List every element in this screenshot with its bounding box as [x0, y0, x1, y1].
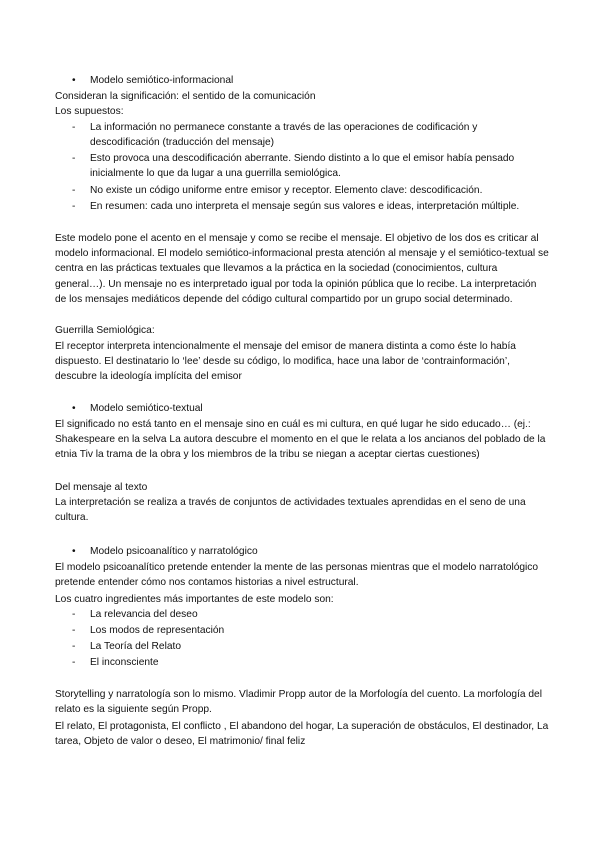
- paragraph-psicoanalitico: El modelo psicoanalítico pretende entender la mente de las personas mientras que el modelo narratológico pretende entender cómo nos contamos historias a nivel estructural.: [55, 562, 539, 589]
- paragraph-relato: El relato, El protagonista, El conflicto , El abandono del hogar, La superación de obstáculos, El destinador, La tarea, Objeto de valor o deseo, El matrimonio/ final feliz: [55, 721, 549, 748]
- list-item-text: En resumen: cada uno interpreta el mensaje según sus valores e ideas, interpretación múltiple.: [90, 201, 520, 212]
- bullet-marker: •: [72, 546, 76, 557]
- paragraph-guerrilla: El receptor interpreta intencionalmente el mensaje del emisor de manera distinta a como éste lo había dispuesto. El destinatario lo ‘lee’ desde su código, lo modifica, hace una labor de ‘contrainformación’, descubre la ideología implícita del emisor: [55, 341, 516, 383]
- dash-marker: -: [72, 641, 76, 652]
- paragraph-significacion: Consideran la significación: el sentido de la comunicación: [55, 91, 316, 102]
- list-item-text: La información no permanece constante a través de las operaciones de codificación y descodificación (traducción del mensaje): [90, 122, 478, 149]
- list-item-text: La Teoría del Relato: [90, 641, 181, 652]
- bullet-marker: •: [72, 403, 76, 414]
- paragraph-interpretacion: La interpretación se realiza a través de conjuntos de actividades textuales aprendidas en el seno de una cultura.: [55, 497, 526, 524]
- list-item-text: No existe un código uniforme entre emisor y receptor. Elemento clave: descodificación.: [90, 185, 483, 196]
- dash-marker: -: [72, 625, 76, 636]
- paragraph-modelo: Este modelo pone el acento en el mensaje y como se recibe el mensaje. El objetivo de los dos es criticar al modelo informacional. El modelo semiótico-informacional presta atención al mensaje y el semiótico-textual se centra en las prácticas textuales que llevamos a la práctica en la sociedad (conocimientos, cultura general…). Un mensaje no es interpretado igual por toda la opinión pública que lo recibe. La interpretación de los mensajes mediáticos depende del código cultural compartido por un grupo social determinado.: [55, 233, 549, 305]
- label-del-mensaje: Del mensaje al texto: [55, 482, 148, 493]
- dash-marker: -: [72, 657, 76, 668]
- list-item-text: La relevancia del deseo: [90, 609, 198, 620]
- paragraph-significado: El significado no está tanto en el mensaje sino en cuál es mi cultura, en qué lugar he sido educado… (ej.: Shakespeare en la selva La autora descubre el momento en el que le relata a los ancianos del poblado de la etnia Tiv la trama de la obra y los miembros de la tribu se niegan a aceptar ciertas cuestiones): [55, 419, 546, 461]
- paragraph-storytelling: Storytelling y narratología son lo mismo. Vladimir Propp autor de la Morfología del cuento. La morfología del relato es la siguiente según Propp.: [55, 689, 542, 716]
- dash-marker: -: [72, 122, 76, 133]
- dash-marker: -: [72, 153, 76, 164]
- label-guerrilla: Guerrilla Semiológica:: [55, 325, 155, 336]
- label-ingredientes: Los cuatro ingredientes más importantes de este modelo son:: [55, 594, 334, 605]
- list-item-text: Esto provoca una descodificación aberrante. Siendo distinto a lo que el emisor había pensado inicialmente lo que da lugar a una guerrilla semiológica.: [90, 153, 515, 180]
- dash-marker: -: [72, 201, 76, 212]
- dash-marker: -: [72, 609, 76, 620]
- list-item-text: Los modos de representación: [90, 625, 225, 636]
- dash-marker: -: [72, 185, 76, 196]
- section-heading: Modelo psicoanalítico y narratológico: [90, 546, 258, 557]
- list-item-text: El inconsciente: [90, 657, 159, 668]
- label-supuestos: Los supuestos:: [55, 106, 124, 117]
- section-heading: Modelo semiótico-informacional: [90, 75, 234, 86]
- bullet-marker: •: [72, 75, 76, 86]
- section-heading: Modelo semiótico-textual: [90, 403, 203, 414]
